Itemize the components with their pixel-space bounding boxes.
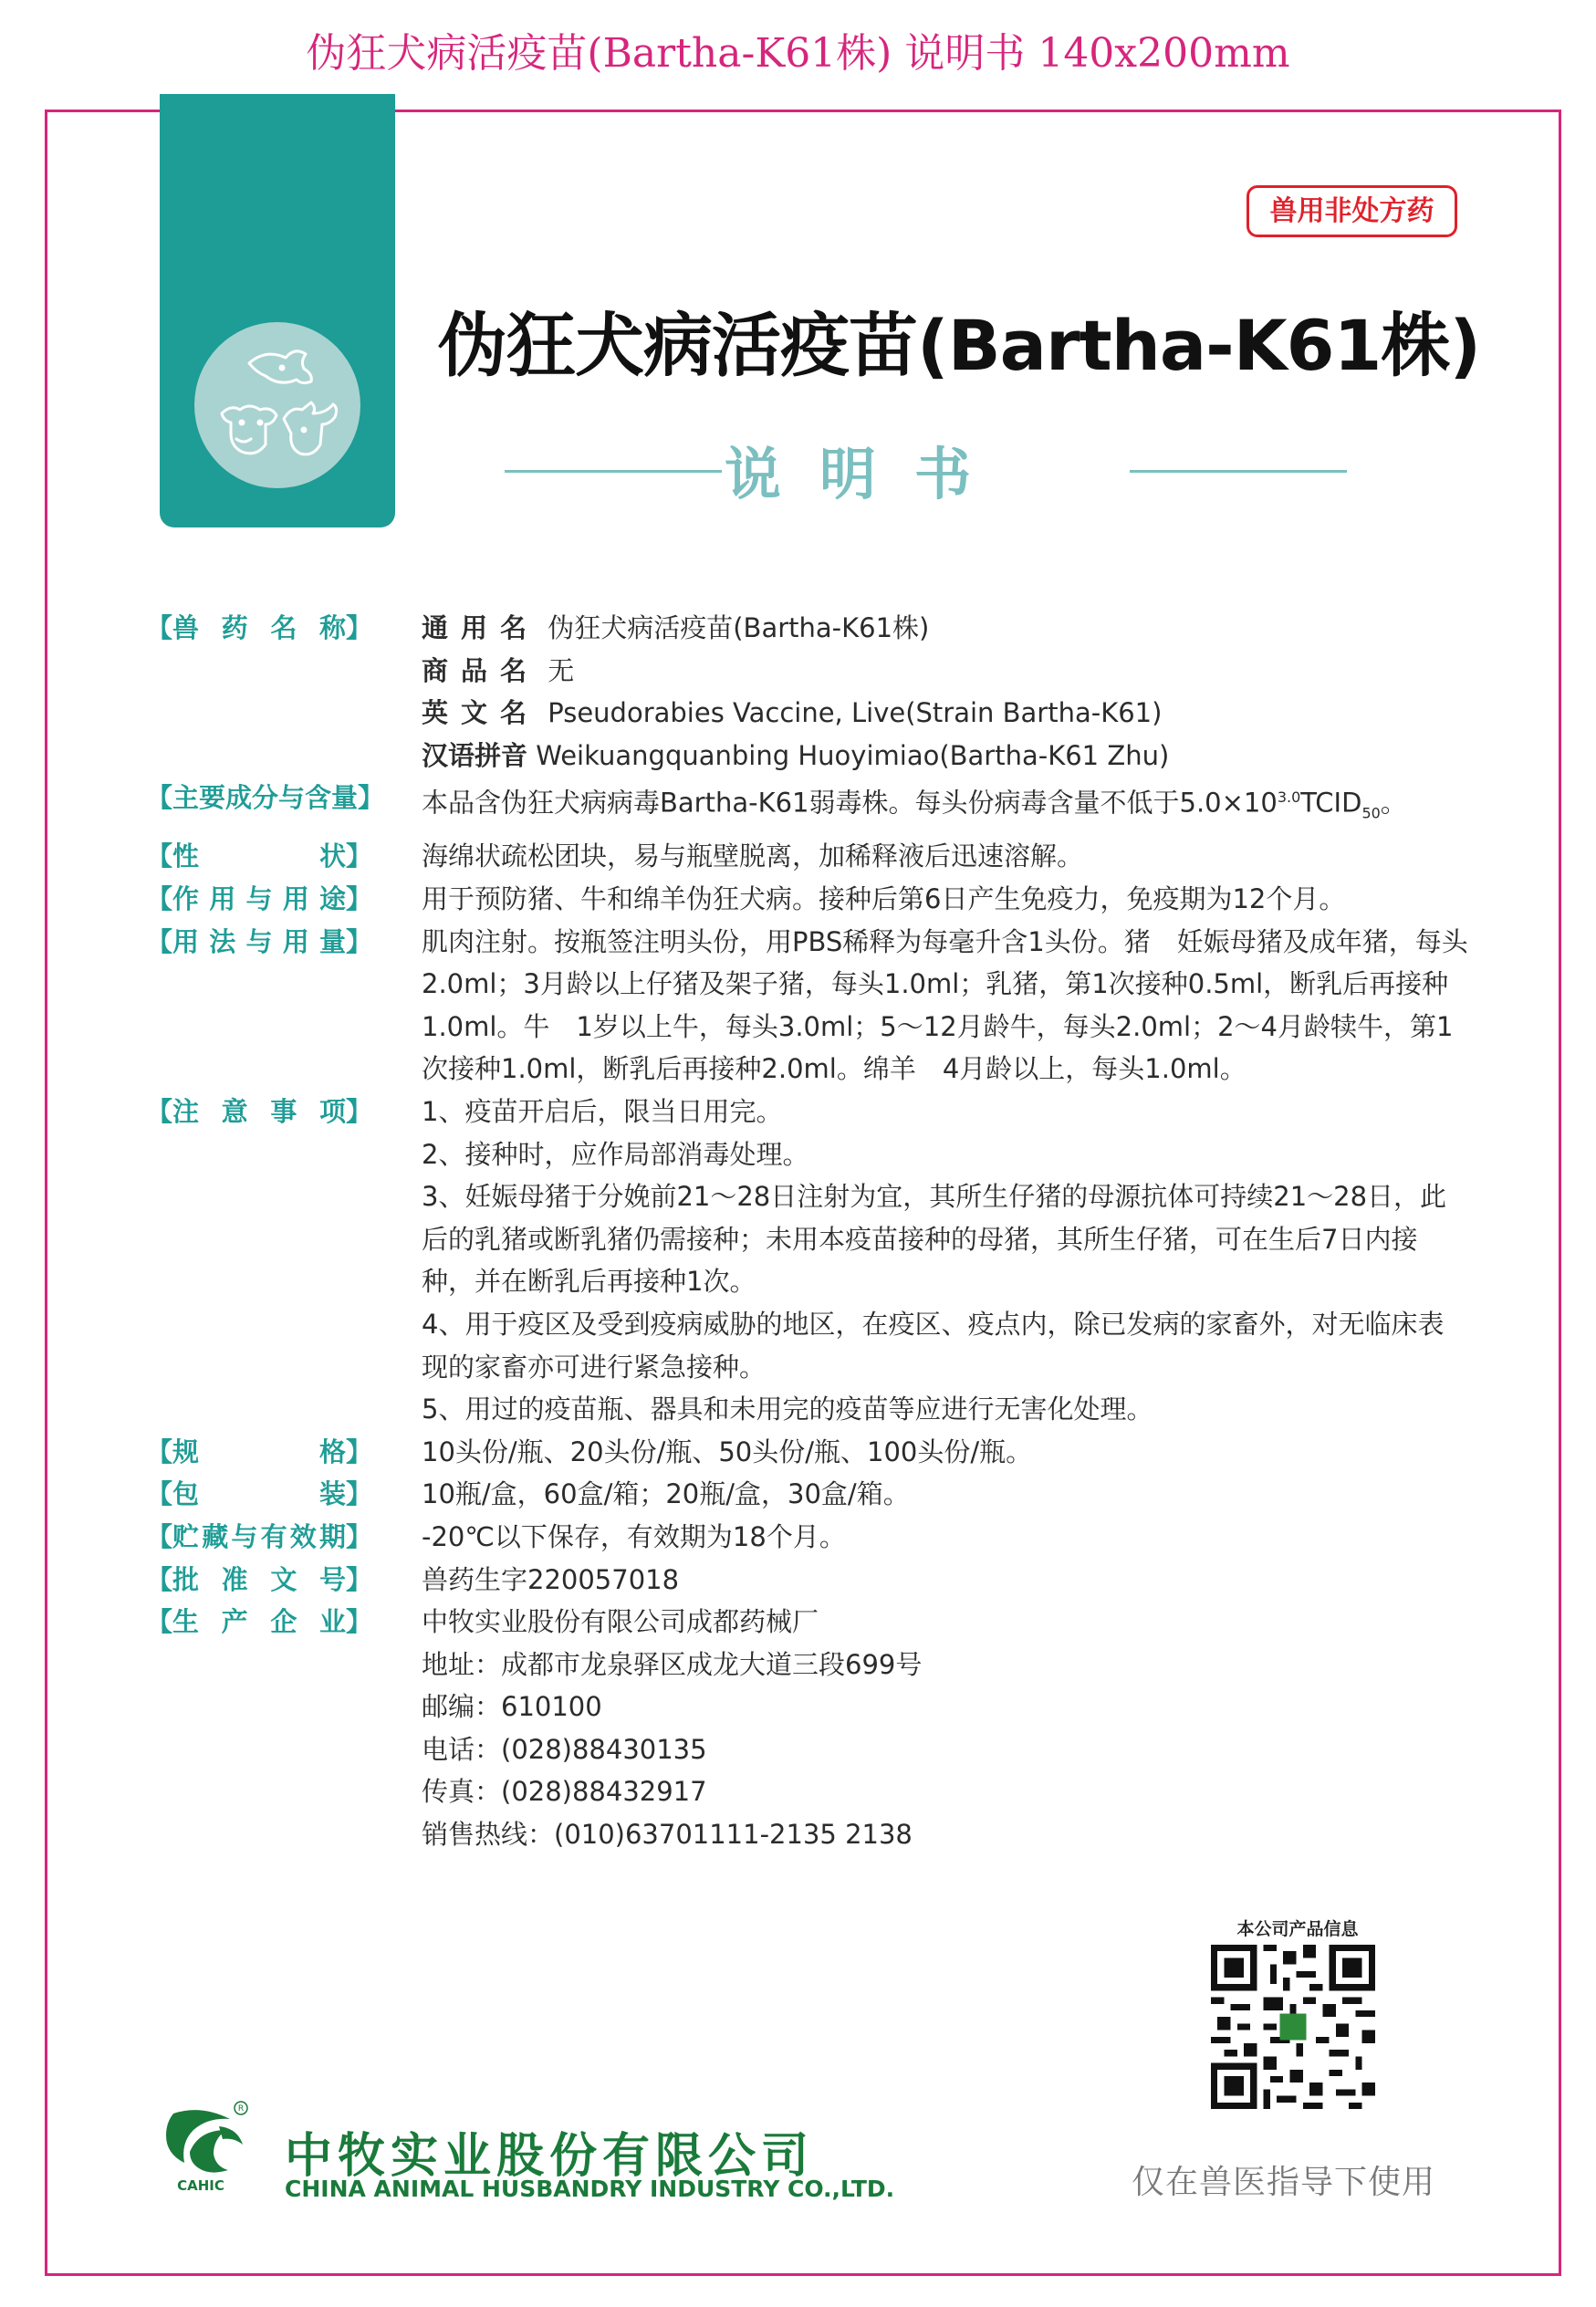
manufacturer-address: 地址：成都市龙泉驿区成龙大道三段699号 xyxy=(422,1648,923,1680)
qr-code-icon[interactable] xyxy=(1211,1945,1375,2109)
use-text: 用于预防猪、牛和绵羊伪狂犬病。接种后第6日产生免疫力，免疫期为12个月。 xyxy=(422,883,1346,915)
storage-text: -20℃以下保存，有效期为18个月。 xyxy=(422,1520,846,1552)
svg-text:CAHIC: CAHIC xyxy=(177,2177,224,2194)
page-title: 伪狂犬病活疫苗(Bartha-K61株) xyxy=(438,305,1481,386)
pinyin-name-value: Weikuangquanbing Huoyimiao(Bartha-K61 Zhu) xyxy=(536,739,1170,771)
page-subtitle: 说明书 xyxy=(724,441,1009,507)
section-manufacturer xyxy=(146,1601,1469,1856)
section-label: 【作 用 与 用 途】 xyxy=(146,883,372,915)
section-label: 【兽 药 名 称】 xyxy=(146,612,372,643)
manufacturer-name: 中牧实业股份有限公司成都药械厂 xyxy=(422,1606,819,1638)
section-package xyxy=(146,1473,1469,1516)
composition-text: 本品含伪狂犬病病毒Bartha-K61弱毒株。每头份病毒含量不低于$5.0\times 10^{3.0}TCID_{50}$。 xyxy=(422,788,1407,822)
instruction-body xyxy=(146,607,1469,1856)
veterinary-use-note: 仅在兽医指导下使用 xyxy=(1132,2164,1436,2201)
generic-name-key: 通用名 xyxy=(422,612,540,643)
manufacturer-phone: 电话：(028)88430135 xyxy=(422,1733,707,1765)
pinyin-name-line xyxy=(422,735,1469,778)
otc-badge: 兽用非处方药 xyxy=(1247,185,1457,237)
section-label: 【用 法 与 用 量】 xyxy=(146,925,372,957)
section-notes xyxy=(146,1091,1469,1431)
note-item: 3、妊娠母猪于分娩前21～28日注射为宜，其所生仔猪的母源抗体可持续21～28日，此后的乳猪或断乳猪仍需接种；未用本疫苗接种的母猪，其所生仔猪，可在生后7日内接种，并在断乳后再接种1次。 xyxy=(422,1181,1447,1298)
document-caption: 伪狂犬病活疫苗(Bartha-K61株) 说明书 140x200mm xyxy=(306,30,1290,77)
pinyin-name-key: 汉语拼音 xyxy=(422,739,528,771)
svg-text:R: R xyxy=(237,2104,245,2114)
section-label: 【主要成分与含量】 xyxy=(146,782,385,814)
section-label: 【注 意 事 项】 xyxy=(146,1095,372,1127)
section-label: 【批 准 文 号】 xyxy=(146,1563,372,1595)
english-name-line xyxy=(422,692,1469,735)
section-storage xyxy=(146,1516,1469,1559)
section-appearance xyxy=(146,835,1469,878)
english-name-value: Pseudorabies Vaccine, Live(Strain Bartha-K61) xyxy=(548,697,1163,729)
note-item: 5、用过的疫苗瓶、器具和未用完的疫苗等应进行无害化处理。 xyxy=(422,1394,1153,1425)
section-label: 【性 状】 xyxy=(146,840,372,872)
section-label: 【生 产 企 业】 xyxy=(146,1606,372,1638)
section-label: 【贮 藏 与 有 效 期】 xyxy=(146,1520,372,1552)
section-drug-name xyxy=(146,607,1469,777)
qr-caption: 本公司产品信息 xyxy=(1236,1919,1359,1939)
approval-text: 兽药生字220057018 xyxy=(422,1563,680,1595)
note-item: 4、用于疫区及受到疫病威胁的地区，在疫区、疫点内，除已发病的家畜外，对无临床表现的家畜亦可进行紧急接种。 xyxy=(422,1308,1445,1383)
generic-name-value: 伪狂犬病活疫苗(Bartha-K61株) xyxy=(548,612,930,643)
company-logo-icon xyxy=(162,2099,254,2196)
note-item: 2、接种时，应作局部消毒处理。 xyxy=(422,1138,809,1170)
trade-name-key: 商品名 xyxy=(422,654,540,686)
english-name-key: 英文名 xyxy=(422,697,540,729)
note-item: 1、疫苗开启后，限当日用完。 xyxy=(422,1095,783,1127)
manufacturer-fax: 传真：(028)88432917 xyxy=(422,1776,707,1808)
generic-name-line xyxy=(422,607,1469,650)
section-label: 【包 装】 xyxy=(146,1478,372,1510)
section-use xyxy=(146,878,1469,921)
sales-hotline: 销售热线：(010)63701111-2135 2138 xyxy=(422,1819,913,1851)
spec-text: 10头份/瓶、20头份/瓶、50头份/瓶、100头份/瓶。 xyxy=(422,1435,1033,1467)
section-label: 【规 格】 xyxy=(146,1435,372,1467)
trade-name-value: 无 xyxy=(548,654,575,686)
package-text: 10瓶/盒，60盒/箱；20瓶/盒，30盒/箱。 xyxy=(422,1478,910,1510)
trade-name-line xyxy=(422,650,1469,693)
company-name-chinese: 中牧实业股份有限公司 xyxy=(285,2129,815,2184)
animal-illustration xyxy=(194,322,360,488)
section-approval xyxy=(146,1559,1469,1602)
section-dosage xyxy=(146,921,1469,1091)
side-tab xyxy=(160,94,395,527)
dosage-text: 肌肉注射。按瓶签注明头份，用PBS稀释为每毫升含1头份。猪 妊娠母猪及成年猪，每头2.0ml；3月龄以上仔猪及架子猪，每头1.0ml；乳猪，第1次接种0.5ml，断乳后再接种1.0ml。牛 1岁以上牛，每头3.0ml；5～12月龄牛，每头2.0ml；2～4月龄犊牛，第1次接种1.0ml，断乳后再接种2.0ml。绵羊 4月龄以上，每头1.0ml。 xyxy=(422,925,1468,1085)
livestock-icon xyxy=(194,322,360,488)
appearance-text: 海绵状疏松团块，易与瓶壁脱离，加稀释液后迅速溶解。 xyxy=(422,840,1084,872)
section-composition xyxy=(146,777,1469,835)
section-spec xyxy=(146,1431,1469,1474)
title-rule-right xyxy=(1130,470,1347,473)
manufacturer-postcode: 邮编：610100 xyxy=(422,1691,602,1723)
company-name-english: CHINA ANIMAL HUSBANDRY INDUSTRY CO.,LTD. xyxy=(285,2176,895,2202)
